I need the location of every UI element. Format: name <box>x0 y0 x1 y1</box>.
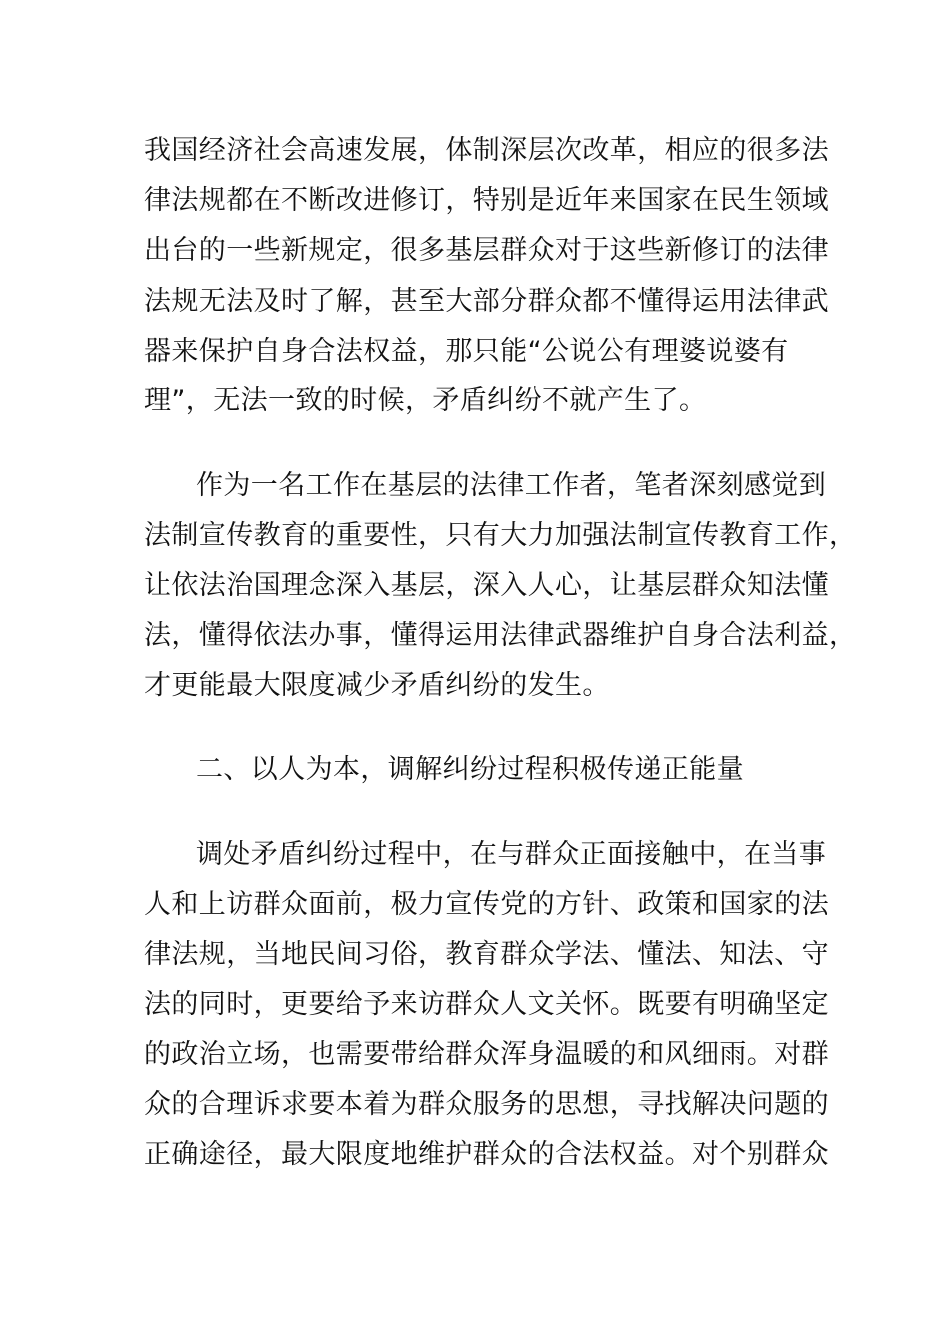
paragraph-3-line-4: 法的同时，更要给予来访群众人文关怀。既要有明确坚定 <box>144 989 829 1020</box>
paragraph-1-line-2: 律法规都在不断改进修订，特别是近年来国家在民生领域 <box>144 185 829 216</box>
paragraph-3-line-6: 众的合理诉求要本着为群众服务的思想，寻找解决问题的 <box>144 1089 829 1120</box>
paragraph-1-line-4: 法规无法及时了解，甚至大部分群众都不懂得运用法律武 <box>144 286 829 317</box>
paragraph-3-line-5: 的政治立场，也需要带给群众浑身温暖的和风细雨。对群 <box>144 1039 829 1070</box>
paragraph-2-line-2: 法制宣传教育的重要性，只有大力加强法制宣传教育工作， <box>144 520 857 551</box>
paragraph-2-line-1: 作为一名工作在基层的法律工作者，笔者深刻感觉到 <box>196 470 827 501</box>
paragraph-1-line-3: 出台的一些新规定，很多基层群众对于这些新修订的法律 <box>144 235 829 266</box>
paragraph-3-line-2: 人和上访群众面前，极力宣传党的方针、政策和国家的法 <box>144 889 829 920</box>
paragraph-2-line-3: 让依法治国理念深入基层，深入人心，让基层群众知法懂 <box>144 570 829 601</box>
paragraph-2-line-4: 法，懂得依法办事，懂得运用法律武器维护自身合法利益， <box>144 620 857 651</box>
section-heading: 二、以人为本，调解纠纷过程积极传递正能量 <box>196 754 744 785</box>
paragraph-3-line-7: 正确途径，最大限度地维护群众的合法权益。对个别群众 <box>144 1139 829 1170</box>
paragraph-1-line-6: 理”，无法一致的时候，矛盾纠纷不就产生了。 <box>144 385 707 416</box>
paragraph-3-line-1: 调处矛盾纠纷过程中，在与群众正面接触中，在当事 <box>196 839 827 870</box>
paragraph-3-line-3: 律法规，当地民间习俗，教育群众学法、懂法、知法、守 <box>144 939 829 970</box>
paragraph-1-line-5: 器来保护自身合法权益，那只能“公说公有理婆说婆有 <box>144 336 789 367</box>
paragraph-1-line-1: 我国经济社会高速发展，体制深层次改革，相应的很多法 <box>144 135 829 166</box>
paragraph-2-line-5: 才更能最大限度减少矛盾纠纷的发生。 <box>144 670 610 701</box>
